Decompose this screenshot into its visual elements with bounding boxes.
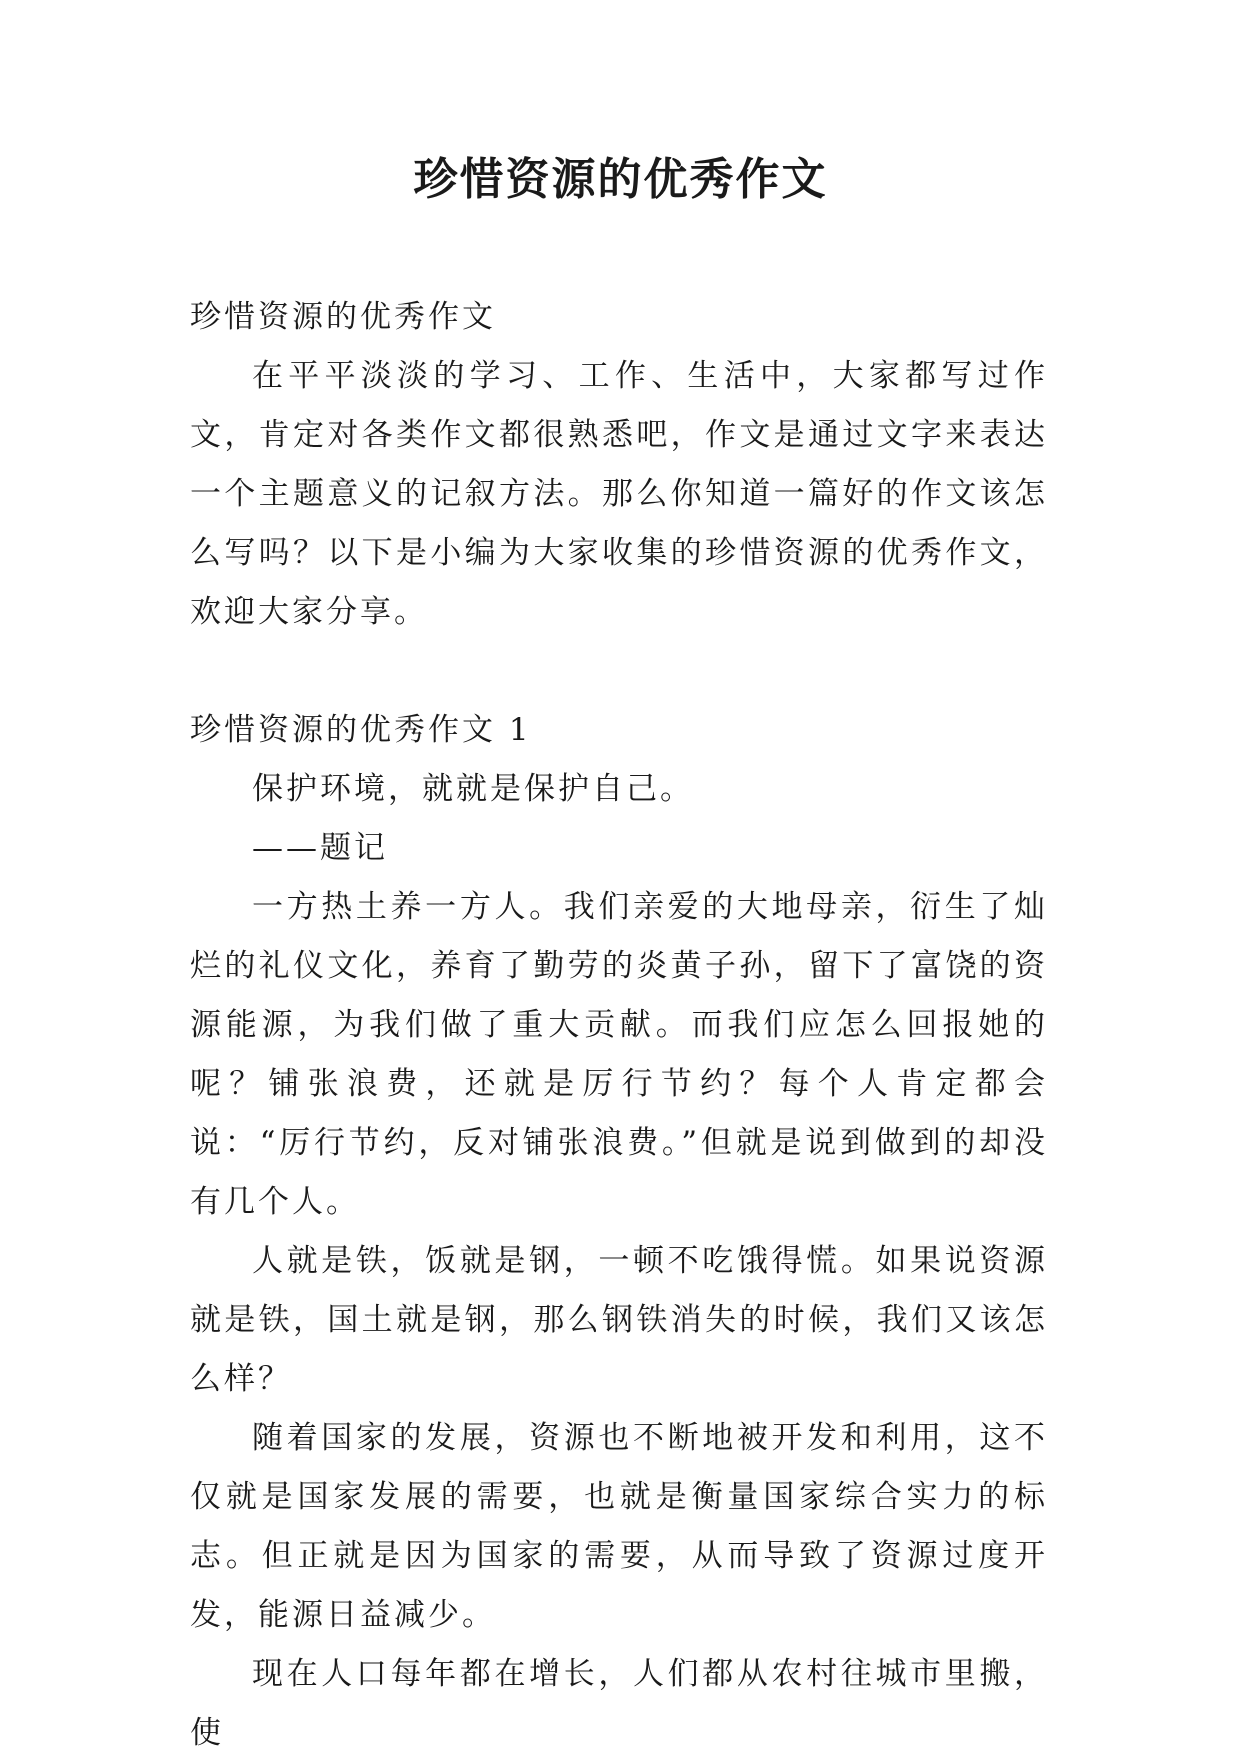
section-heading-1: 珍惜资源的优秀作文 1 <box>190 712 532 748</box>
paragraph-body-3: 随着国家的发展，资源也不断地被开发和利用，这不仅就是国家发展的需要，也就是衡量国家综合实力的标志。但正就是因为国家的需要，从而导致了资源过度开发，能源日益减少。 <box>190 1420 1048 1633</box>
paragraph-body-2: 人就是铁，饭就是钢，一顿不吃饿得慌。如果说资源就是铁，国土就是钢，那么钢铁消失的时候，我们又该怎么样？ <box>190 1243 1048 1397</box>
document-body <box>190 288 1048 1763</box>
paragraph-motto: 保护环境，就就是保护自己。 <box>252 771 694 807</box>
paragraph-epigraph-note: ——题记 <box>252 830 388 866</box>
intro-paragraph: 在平平淡淡的学习、工作、生活中，大家都写过作文，肯定对各类作文都很熟悉吧，作文是通过文字来表达一个主题意义的记叙方法。那么你知道一篇好的作文该怎么写吗？以下是小编为大家收集的珍惜资源的优秀作文，欢迎大家分享。 <box>190 358 1048 630</box>
section-spacer <box>190 642 1048 701</box>
document-title: 珍惜资源的优秀作文 <box>413 154 828 205</box>
paragraph-body-4: 现在人口每年都在增长，人们都从农村往城市里搬，使 <box>190 1656 1048 1751</box>
paragraph-body-1: 一方热土养一方人。我们亲爱的大地母亲，衍生了灿烂的礼仪文化，养育了勤劳的炎黄子孙，留下了富饶的资源能源，为我们做了重大贡献。而我们应怎么回报她的呢？铺张浪费，还就是厉行节约？每个人肯定都会说：“厉行节约，反对铺张浪费。”但就是说到做到的却没有几个人。 <box>190 889 1048 1220</box>
intro-heading: 珍惜资源的优秀作文 <box>190 299 496 335</box>
